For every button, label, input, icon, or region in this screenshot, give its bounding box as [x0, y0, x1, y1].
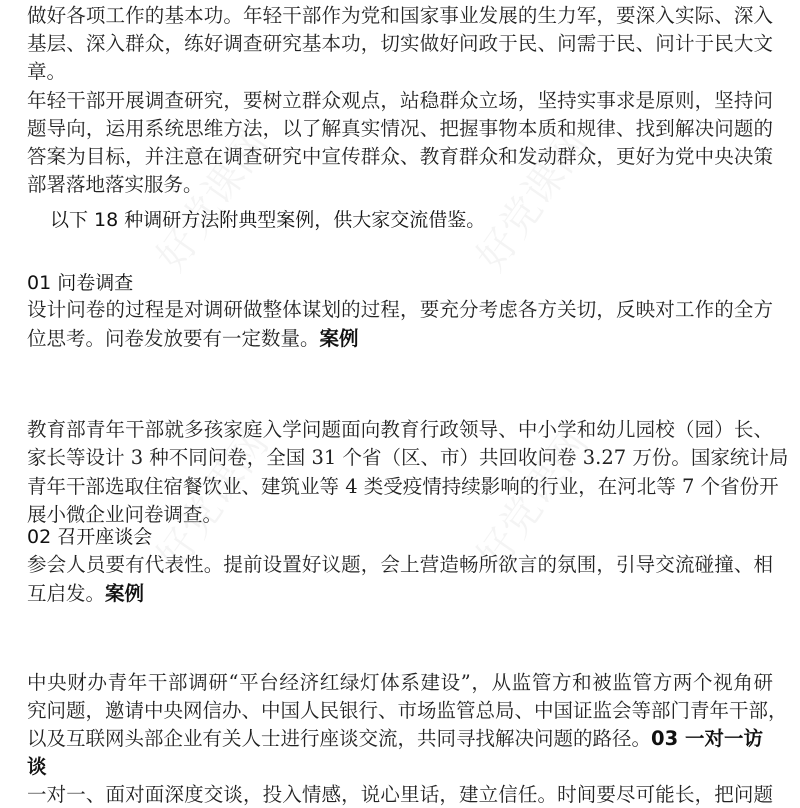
section-desc-line: 一对一、面对面深度交谈，投入情感，说心里话，建立信任。时间要尽可能长，把问题 [27, 783, 773, 806]
section-desc-line [27, 581, 773, 607]
desc-text: 互启发。 [27, 582, 106, 605]
desc-text: 位思考。问卷发放要有一定数量。 [27, 327, 320, 350]
case-line: 展小微企业问卷调查。 [27, 503, 223, 526]
case-line: 中央财办青年干部调研“平台经济红绿灯体系建设”，从监管方和被监管方两个视角研 [27, 671, 773, 694]
case-line: 家长等设计 3 种不同问卷，全国 31 个省（区、市）共回收问卷 3.27 万份。国家统计局 [27, 446, 789, 469]
section-desc-line [27, 326, 773, 352]
case-line: 究问题，邀请中央网信办、中国人民银行、市场监管总局、中国证监会等部门青年干部， [27, 699, 788, 722]
case-line: 教育部青年干部就多孩家庭入学问题面向教育行政领导、中小学和幼儿园校（园）长、 [27, 418, 773, 441]
paragraph-line: 基层、深入群众，练好调查研究基本功，切实做好问政于民、问需于民、问计于民大文 [27, 32, 773, 55]
section-title: 01 问卷调查 [27, 272, 134, 294]
paragraph-line: 部署落地落实服务。 [27, 173, 203, 196]
section-desc-line: 参会人员要有代表性。提前设置好议题，会上营造畅所欲言的氛围，引导交流碰撞、相 [27, 553, 773, 576]
case-label: 案例 [319, 327, 359, 350]
paragraph-line: 做好各项工作的基本功。年轻干部作为党和国家事业发展的生力军，要深入实际、深入 [27, 4, 773, 27]
case-line: 青年干部选取住宿餐饮业、建筑业等 4 类受疫情持续影响的行业，在河北等 7 个省份开 [27, 475, 779, 498]
section-title-continued: 谈 [27, 755, 47, 778]
section-title: 03 一对一访 [651, 727, 763, 750]
case-label: 案例 [105, 582, 145, 605]
section-title: 02 召开座谈会 [27, 526, 153, 548]
intro-text: 以下 18 种调研方法附典型案例，供大家交流借鉴。 [50, 209, 486, 231]
paragraph-line: 答案为目标，并注意在调查研究中宣传群众、教育群众和发动群众，更好为党中央决策 [27, 145, 773, 168]
paragraph-line: 题导向，运用系统思维方法，以了解真实情况、把握事物本质和规律、找到解决问题的 [27, 117, 773, 140]
paragraph-line: 年轻干部开展调查研究，要树立群众观点，站稳群众立场，坚持实事求是原则，坚持问 [27, 89, 773, 112]
case-line [27, 726, 773, 752]
section-desc-line: 设计问卷的过程是对调研做整体谋划的过程，要充分考虑各方关切，反映对工作的全方 [27, 298, 773, 321]
paragraph-line: 章。 [27, 60, 67, 83]
case-text: 以及互联网头部企业有关人士进行座谈交流，共同寻找解决问题的路径。 [27, 727, 652, 750]
